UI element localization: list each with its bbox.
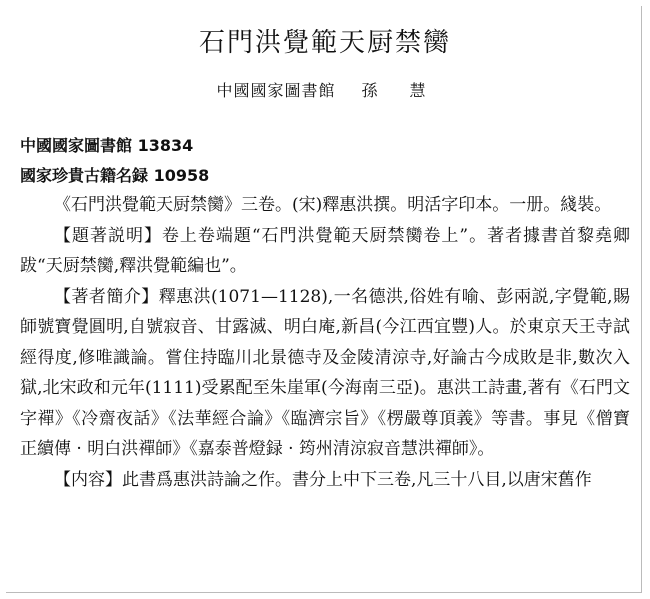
paragraph-title-notes: 【題著説明】卷上卷端題“石門洪覺範天厨禁臠卷上”。著者據書首黎堯卿跋“天厨禁臠,釋洪覺範編也”。 [20,225,630,276]
paragraph-author-bio: 【著者簡介】釋惠洪(1071—1128),一名德洪,俗姓有喻、彭兩説,字覺範,賜師號寶覺圓明,自號寂音、甘露滅、明白庵,新昌(今江西宜豐)人。於東京天王寺試經得度,修唯識論。嘗住持臨川北景德寺及金陵清涼寺,好論古今成敗是非,數次入獄,北宋政和元年(1111)受累配至朱崖軍(今海南三亞)。惠洪工詩畫,著有《石門文字禪》《冷齋夜話》《法華經合論》《臨濟宗旨》《楞嚴尊頂義》等書。事見《僧寶正續傳 · 明白洪禪師》《嘉泰普燈録 · 筠州清涼寂音慧洪禪師》。 [20,286,630,459]
page-border-bottom [6,592,642,593]
page-border-right [641,6,642,593]
author-institution: 中國國家圖書館 [216,81,336,100]
author-name: 孫 慧 [361,81,434,100]
rare-books-catalog-number: 國家珍貴古籍名録 10958 [20,166,210,185]
paragraph-bibliographic: 《石門洪覺範天厨禁臠》三卷。(宋)釋惠洪撰。明活字印本。一册。綫裝。 [54,195,612,215]
library-catalog-number: 中國國家圖書館 13834 [20,136,194,155]
document-body [20,190,630,495]
author-line [0,78,650,101]
paragraph-content: 【内容】此書爲惠洪詩論之作。書分上中下三卷,凡三十八目,以唐宋舊作 [54,469,592,490]
document-title: 石門洪覺範天厨禁臠 [198,28,451,58]
